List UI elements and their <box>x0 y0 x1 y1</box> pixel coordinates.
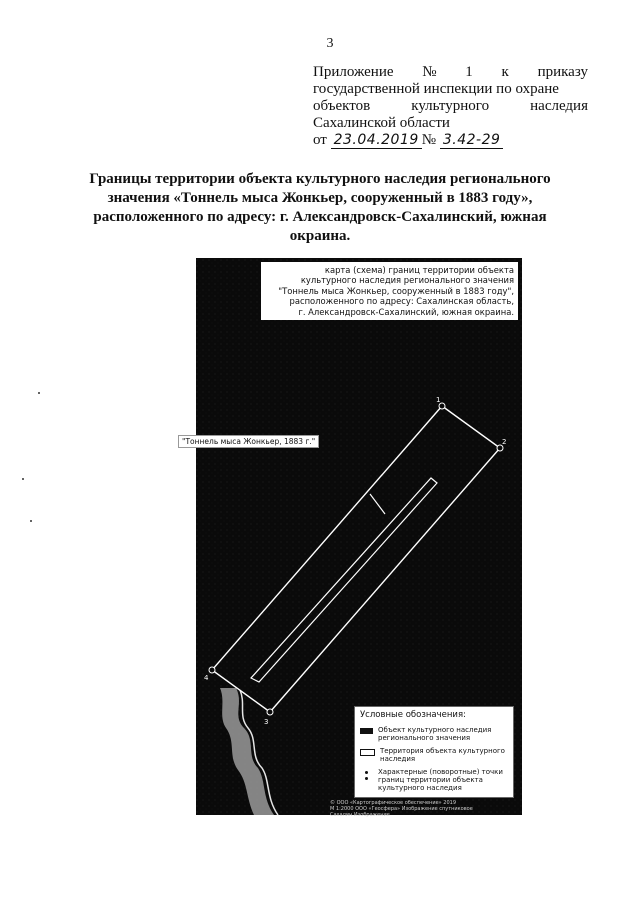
footer-line: © ООО «Картографическое обеспечение» 2019 <box>330 800 457 806</box>
scan-speck <box>22 478 24 480</box>
scan-speck <box>30 520 32 522</box>
appendix-word: 1 <box>465 64 473 80</box>
scan-speck <box>38 392 40 394</box>
appendix-word: к <box>501 64 509 80</box>
caption-line: карта (схема) границ территории объекта <box>324 265 514 275</box>
appendix-line-2: государственной инспекции по охране <box>313 81 559 97</box>
point-label: 3 <box>264 718 269 726</box>
point-label: 2 <box>502 438 507 446</box>
appendix-word: наследия <box>530 98 588 114</box>
map-legend <box>354 706 514 798</box>
document-title <box>70 170 570 246</box>
handwritten-date: 23.04.2019 <box>331 132 422 149</box>
turning-point <box>209 667 215 673</box>
legend-text: культурного наследия <box>378 784 462 792</box>
legend-item-territory <box>360 747 508 763</box>
legend-text: границ территории объекта <box>378 776 483 784</box>
title-line-2: значения «Тоннель мыса Жонкьер, сооруженный в 1883 году», <box>107 190 533 206</box>
footer-line: Сахалин Изображение <box>330 812 390 818</box>
appendix-line-1 <box>313 64 588 81</box>
caption-line: расположенного по адресу: Сахалинская область, <box>289 296 514 307</box>
map-footer <box>330 800 518 818</box>
legend-text: регионального значения <box>378 734 471 742</box>
caption-line: культурного наследия регионального значения <box>300 275 514 286</box>
title-line-4: окраина. <box>289 228 351 244</box>
turning-point <box>267 709 273 715</box>
title-line-3: расположенного по адресу: г. Александровск-Сахалинский, южная <box>93 209 547 225</box>
object-swatch-icon <box>360 728 373 734</box>
point-label: 1 <box>436 396 441 404</box>
map-caption <box>261 262 518 320</box>
title-line-1: Границы территории объекта культурного наследия регионального <box>89 171 551 187</box>
legend-text: Характерные (поворотные) точки <box>378 768 503 776</box>
appendix-word: объектов <box>313 98 371 114</box>
appendix-line-5 <box>313 132 588 149</box>
legend-text: Территория объекта культурного <box>380 747 505 755</box>
legend-text: Объект культурного наследия <box>378 726 492 734</box>
number-sign: № <box>421 132 437 148</box>
caption-line: "Тоннель мыса Жонкьер, сооруженный в 1883 году", <box>278 285 514 296</box>
legend-item-points <box>360 768 508 792</box>
appendix-word: приказу <box>537 64 588 80</box>
territory-swatch-icon <box>360 749 375 756</box>
appendix-header <box>313 64 588 149</box>
legend-text: наследия <box>380 755 416 763</box>
appendix-from: от <box>313 132 327 148</box>
appendix-word: культурного <box>411 98 490 114</box>
caption-line: г. Александровск-Сахалинский, южная окраина. <box>298 306 514 317</box>
appendix-word: Приложение <box>313 64 394 80</box>
appendix-line-4: Сахалинской области <box>313 115 450 131</box>
point-label: 4 <box>204 674 209 682</box>
legend-title: Условные обозначения: <box>360 710 466 720</box>
page-number: 3 <box>326 36 334 51</box>
object-label: "Тоннель мыса Жонкьер, 1883 г." <box>178 435 319 448</box>
territory-map <box>182 258 522 818</box>
points-swatch-icon <box>360 770 373 778</box>
appendix-line-3 <box>313 98 588 115</box>
appendix-word: № <box>422 64 437 80</box>
legend-item-object <box>360 726 508 742</box>
handwritten-number: 3.42-29 <box>440 132 504 149</box>
footer-line: М 1:2000 ООО «Геосфера» Изображение спутниковое <box>330 806 473 812</box>
